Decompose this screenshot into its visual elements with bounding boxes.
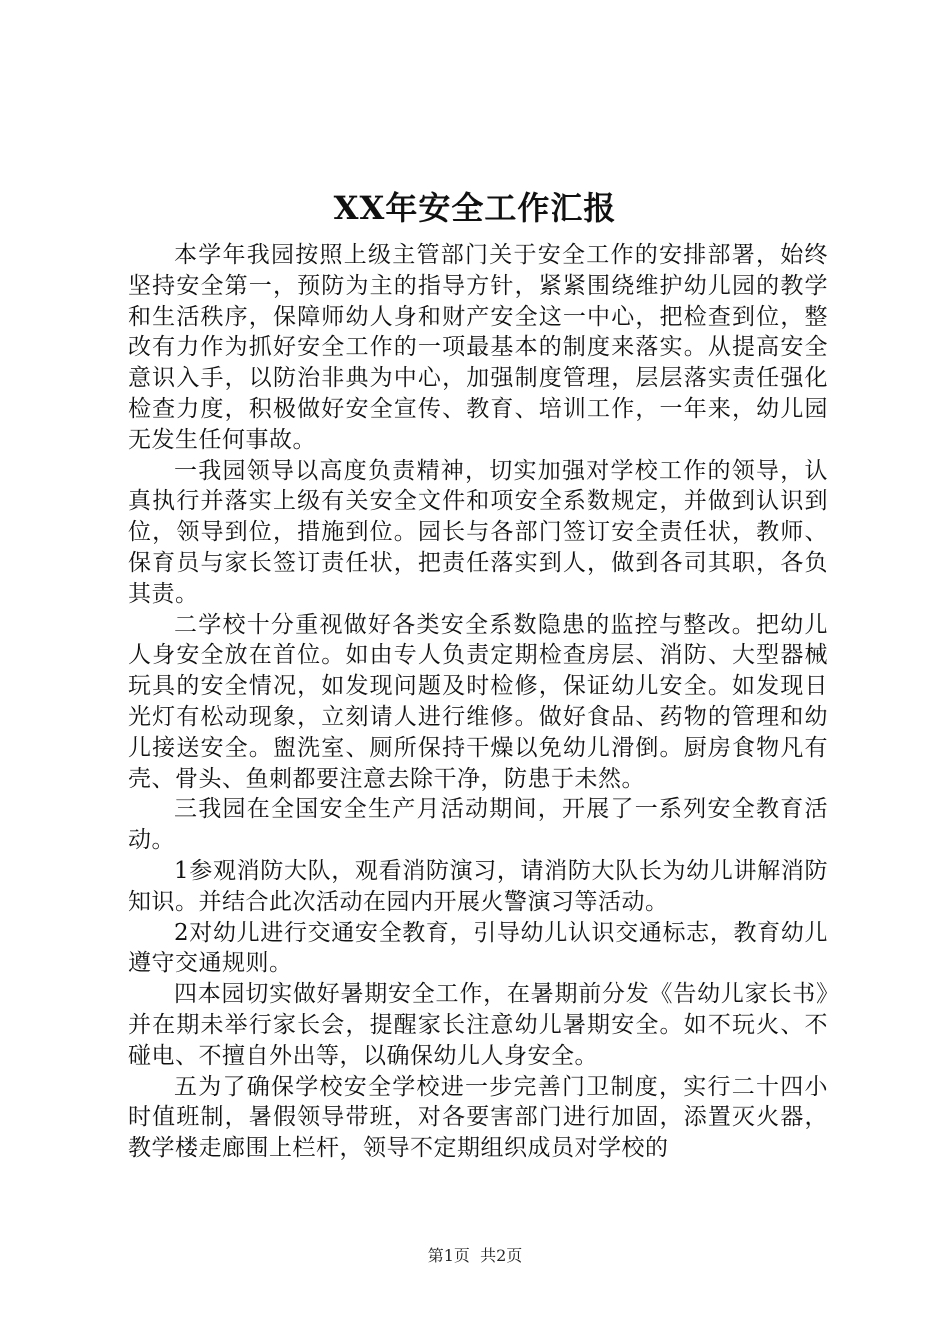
paragraph-3-item-1: 1参观消防大队，观看消防演习，请消防大队长为幼儿讲解消防知识。并结合此次活动在园内开展火警演习等活动。: [128, 857, 828, 915]
paragraph-4: 四本园切实做好暑期安全工作，在暑期前分发《告幼儿家长书》并在期未举行家长会，提醒家长注意幼儿暑期安全。如不玩火、不碰电、不擅自外出等，以确保幼儿人身安全。: [128, 981, 828, 1069]
document-body: [128, 240, 828, 1164]
page-footer: [0, 1244, 950, 1268]
paragraph-2: 二学校十分重视做好各类安全系数隐患的监控与整改。把幼儿人身安全放在首位。如由专人负责定期检查房层、消防、大型器械玩具的安全情况，如发现问题及时检修，保证幼儿安全。如发现日光灯有松动现象，立刻请人进行维修。做好食品、药物的管理和幼儿接送安全。盥洗室、厕所保持干燥以免幼儿滑倒。厨房食物凡有壳、骨头、鱼刺都要注意去除干净，防患于未然。: [128, 611, 828, 792]
page-total: 共2页: [480, 1246, 523, 1265]
paragraph-3-item-2: 2对幼儿进行交通安全教育，引导幼儿认识交通标志，教育幼儿遵守交通规则。: [128, 919, 828, 977]
paragraph-5: 五为了确保学校安全学校进一步完善门卫制度，实行二十四小时值班制，暑假领导带班，对各要害部门进行加固，添置灭火器，教学楼走廊围上栏杆，领导不定期组织成员对学校的: [128, 1073, 828, 1162]
page-number: 第1页: [427, 1246, 470, 1265]
paragraph-1: 一我园领导以高度负责精神，切实加强对学校工作的领导，认真执行并落实上级有关安全文件和项安全系数规定，并做到认识到位，领导到位，措施到位。园长与各部门签订安全责任状，教师、保育员与家长签订责任状，把责任落实到人，做到各司其职，各负其责。: [128, 457, 828, 607]
paragraph-3: 三我园在全国安全生产月活动期间，开展了一系列安全教育活动。: [128, 796, 828, 854]
paragraph-intro: 本学年我园按照上级主管部门关于安全工作的安排部署，始终坚持安全第一，预防为主的指导方针，紧紧围绕维护幼儿园的教学和生活秩序，保障师幼人身和财产安全这一中心，把检查到位，整改有力作为抓好安全工作的一项最基本的制度来落实。从提高安全意识入手，以防治非典为中心，加强制度管理，层层落实责任强化检查力度，积极做好安全宣传、教育、培训工作，一年来，幼儿园无发生任何事故。: [128, 242, 828, 453]
document-title: XX年安全工作汇报: [333, 189, 617, 227]
